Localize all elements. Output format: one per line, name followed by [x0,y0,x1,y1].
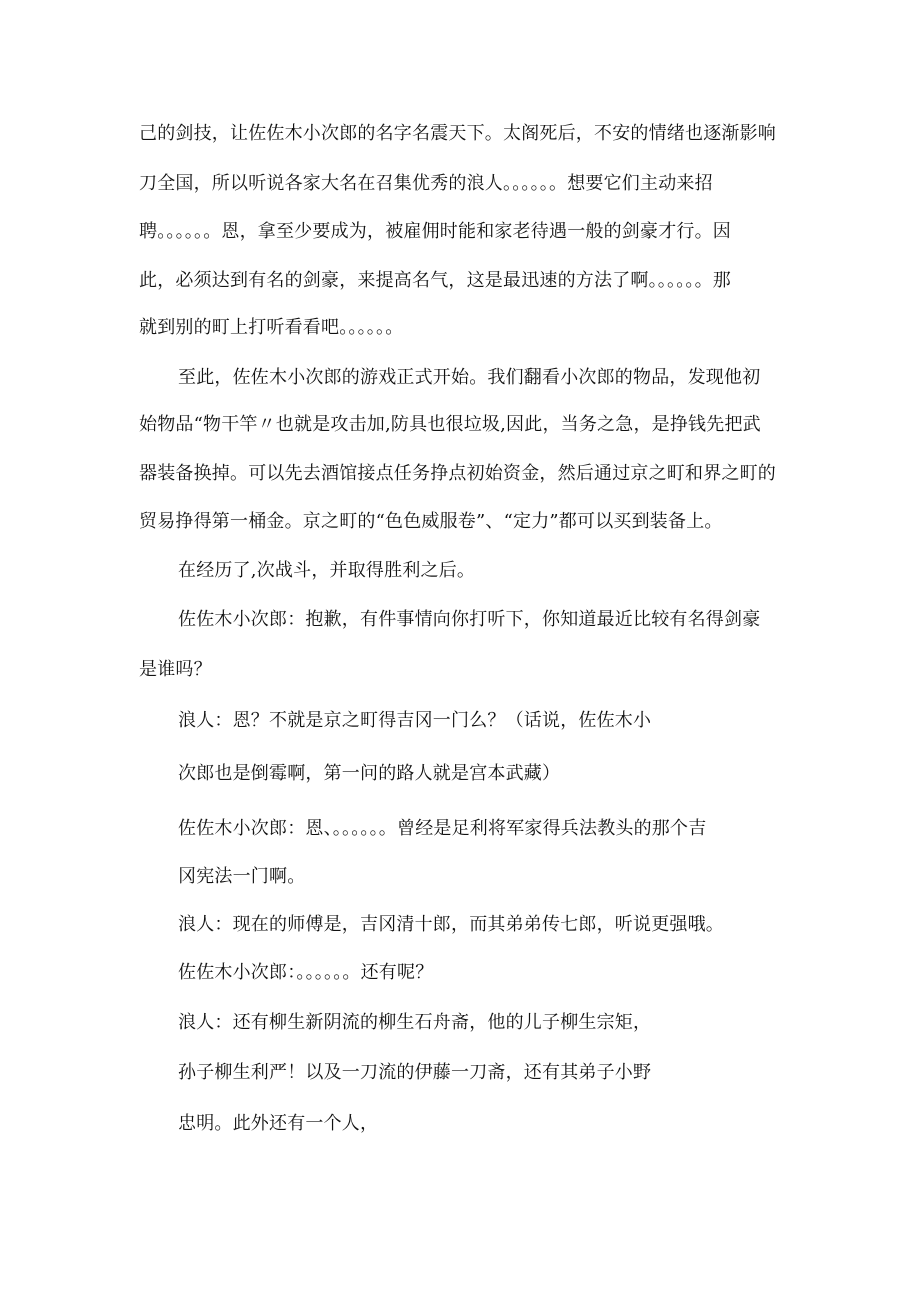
text-line: 此，必须达到有名的剑豪，来提高名气，这是最迅速的方法了啊。。。。。。那 [139,270,731,291]
text-line: 始物品“物干竿〃也就是攻击加,防具也很垃圾,因此，当务之急，是挣钱先把武 [139,414,761,435]
dialogue-line: 孙子柳生利严！以及一刀流的伊藤一刀斋，还有其弟子小野 [178,1062,652,1083]
dialogue-line: 冈宪法一门啊。 [178,866,306,887]
paragraph-first-line: 在经历了,次战斗，并取得胜利之后。 [178,560,476,581]
text-line: 就到别的町上打听看看吧。。。。。。 [139,317,404,338]
text-line: 器装备换掉。可以先去酒馆接点任务挣点初始资金，然后通过京之町和界之町的 [139,463,776,484]
dialogue-line: 浪人：现在的师傅是，吉冈清十郎，而其弟弟传七郎，听说更强哦。 [178,914,724,935]
text-line: 己的剑技，让佐佐木小次郎的名字名震天下。太阁死后，不安的情绪也逐渐影响 [139,123,776,144]
dialogue-line: 次郎也是倒霉啊，第一问的路人就是宫本武藏） [178,763,561,784]
dialogue-line: 佐佐木小次郎：抱歉，有件事情向你打听下，你知道最近比较有名得剑豪 [178,609,761,630]
text-line: 刀全国，所以听说各家大名在召集优秀的浪人。。。。。。想要它们主动来招 [139,173,713,194]
text-line: 聘。。。。。。恩，拿至少要成为，被雇佣时能和家老待遇一般的剑豪才行。因 [139,221,731,242]
dialogue-line: 忠明。此外还有一个人， [178,1113,379,1134]
dialogue-line: 浪人：恩？不就是京之町得吉冈一门么？（话说，佐佐木小 [178,710,652,731]
paragraph-first-line: 至此，佐佐木小次郎的游戏正式开始。我们翻看小次郎的物品，发现他初 [178,367,761,388]
text-line: 贸易挣得第一桶金。京之町的“色色威服卷”、“定力”都可以买到装备上。 [139,511,723,532]
text-line: 是谁吗？ [139,659,212,680]
dialogue-line: 佐佐木小次郎：恩、。。。。。。曾经是足利将军家得兵法教头的那个吉 [178,818,707,839]
dialogue-line: 浪人：还有柳生新阴流的柳生石舟斋，他的儿子柳生宗矩， [178,1012,652,1033]
dialogue-line: 佐佐木小次郎：。。。。。。还有呢？ [178,962,434,983]
